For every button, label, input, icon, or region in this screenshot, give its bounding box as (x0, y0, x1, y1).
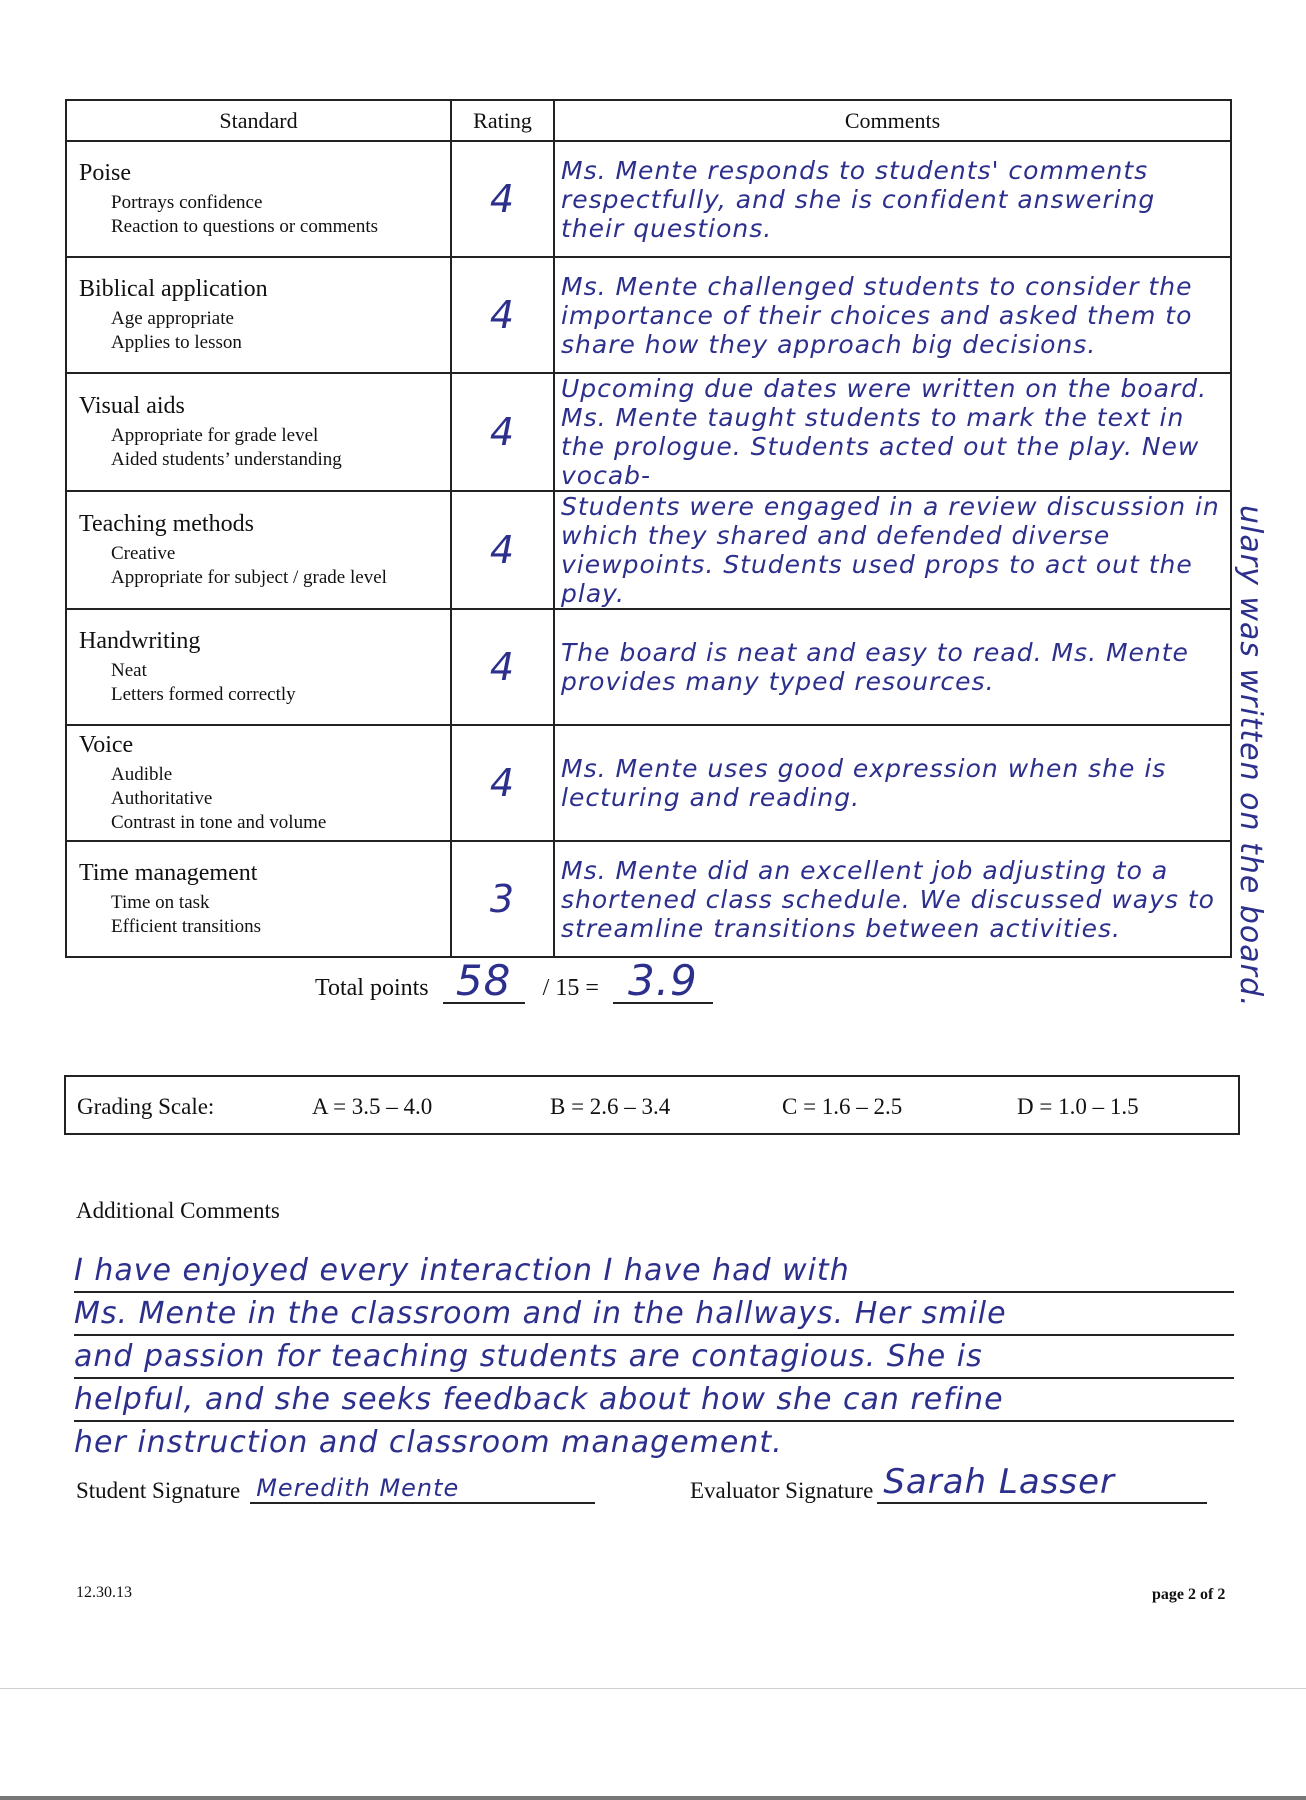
table-row (66, 609, 1231, 725)
total-points-row (315, 956, 713, 1005)
standard-criterion: Applies to lesson (111, 331, 242, 353)
grade-d-range: D = 1.0 – 1.5 (1017, 1094, 1139, 1119)
standard-cell (66, 257, 451, 373)
grade-b-range: B = 2.6 – 3.4 (550, 1094, 671, 1119)
additional-comment-line: Ms. Mente in the classroom and in the hallways. Her smile (74, 1293, 1234, 1336)
additional-comment-line: her instruction and classroom management. (74, 1425, 783, 1460)
rating-value: 4 (451, 725, 554, 841)
rating-value: 4 (451, 609, 554, 725)
student-signature: Meredith Mente (256, 1474, 460, 1502)
evaluator-signature-label: Evaluator Signature (690, 1478, 874, 1503)
header-rating: Rating (451, 100, 554, 141)
total-points-value: 58 (443, 960, 525, 1004)
evaluation-table (65, 99, 1232, 958)
standard-title: Handwriting (79, 627, 201, 654)
standard-title: Poise (79, 159, 132, 186)
page-number: page 2 of 2 (1152, 1586, 1226, 1603)
table-header-row (66, 100, 1231, 141)
table-row (66, 257, 1231, 373)
standard-title: Biblical application (79, 275, 268, 302)
standard-criterion: Audible (111, 763, 173, 785)
evaluator-signature-row (690, 1462, 1207, 1504)
table-row (66, 841, 1231, 957)
grade-c-range: C = 1.6 – 2.5 (782, 1094, 903, 1119)
standard-cell (66, 141, 451, 257)
grading-scale-box (64, 1075, 1240, 1135)
additional-comment-line: I have enjoyed every interaction I have had with (74, 1250, 1234, 1293)
average-value: 3.9 (613, 960, 713, 1004)
grade-a-range: A = 3.5 – 4.0 (312, 1094, 433, 1119)
standard-criterion: Time on task (111, 891, 210, 913)
evaluator-signature-line (877, 1462, 1207, 1504)
evaluator-signature: Sarah Lasser (883, 1462, 1116, 1502)
table-row (66, 491, 1231, 609)
scan-bottom-edge (0, 1796, 1306, 1800)
rating-value: 3 (451, 841, 554, 957)
standard-criterion: Contrast in tone and volume (111, 811, 327, 833)
comment-text: Ms. Mente responds to students' comments respectfully, and she is confident answering their questions. (554, 141, 1231, 257)
standard-criterion: Authoritative (111, 787, 213, 809)
standard-criterion: Appropriate for grade level (111, 424, 319, 446)
student-signature-row (76, 1468, 595, 1504)
additional-comments-body (74, 1250, 1234, 1463)
standard-title: Visual aids (79, 392, 185, 419)
standard-criterion: Portrays confidence (111, 191, 263, 213)
divisor-label: / 15 = (542, 975, 599, 1001)
standard-cell (66, 609, 451, 725)
standard-criterion: Creative (111, 542, 176, 564)
rating-value: 4 (451, 257, 554, 373)
rating-value: 4 (451, 491, 554, 609)
standard-criterion: Efficient transitions (111, 915, 262, 937)
comment-text: The board is neat and easy to read. Ms. Mente provides many typed resources. (554, 609, 1231, 725)
standard-cell (66, 841, 451, 957)
additional-comment-line: and passion for teaching students are contagious. She is (74, 1336, 1234, 1379)
student-signature-label: Student Signature (76, 1478, 241, 1503)
table-row (66, 725, 1231, 841)
comment-text: Students were engaged in a review discussion in which they shared and defended diverse viewpoints. Students used props to act out the play. (554, 491, 1231, 609)
total-points-label: Total points (315, 975, 429, 1001)
rating-value: 4 (451, 373, 554, 491)
header-comments: Comments (554, 100, 1231, 141)
form-date-code: 12.30.13 (76, 1584, 132, 1601)
comment-text: Ms. Mente challenged students to consider the importance of their choices and asked them to share how they approach big decisions. (554, 257, 1231, 373)
additional-comments-label: Additional Comments (76, 1198, 280, 1223)
scan-edge-line (0, 1688, 1306, 1689)
standard-criterion: Neat (111, 659, 147, 681)
additional-comment-line: helpful, and she seeks feedback about how she can refine (74, 1379, 1234, 1422)
margin-note: ulary was written on the board. (1233, 505, 1268, 1008)
standard-criterion: Aided students’ understanding (111, 448, 342, 470)
standard-criterion: Age appropriate (111, 307, 234, 329)
table-row (66, 141, 1231, 257)
standard-criterion: Appropriate for subject / grade level (111, 566, 387, 588)
header-standard: Standard (66, 100, 451, 141)
standard-cell (66, 373, 451, 491)
rating-value: 4 (451, 141, 554, 257)
standard-title: Teaching methods (79, 510, 254, 537)
standard-title: Voice (79, 731, 134, 758)
table-row (66, 373, 1231, 491)
standard-cell (66, 725, 451, 841)
standard-criterion: Reaction to questions or comments (111, 215, 379, 237)
grading-scale-label: Grading Scale: (77, 1094, 215, 1119)
student-signature-line (250, 1468, 595, 1504)
comment-text: Upcoming due dates were written on the board. Ms. Mente taught students to mark the text in the prologue. Students acted out the play. New vocab- (554, 373, 1231, 491)
comment-text: Ms. Mente uses good expression when she is lecturing and reading. (554, 725, 1231, 841)
comment-text: Ms. Mente did an excellent job adjusting to a shortened class schedule. We discussed ways to streamline transitions between activities. (554, 841, 1231, 957)
standard-cell (66, 491, 451, 609)
standard-title: Time management (79, 859, 258, 886)
standard-criterion: Letters formed correctly (111, 683, 296, 705)
